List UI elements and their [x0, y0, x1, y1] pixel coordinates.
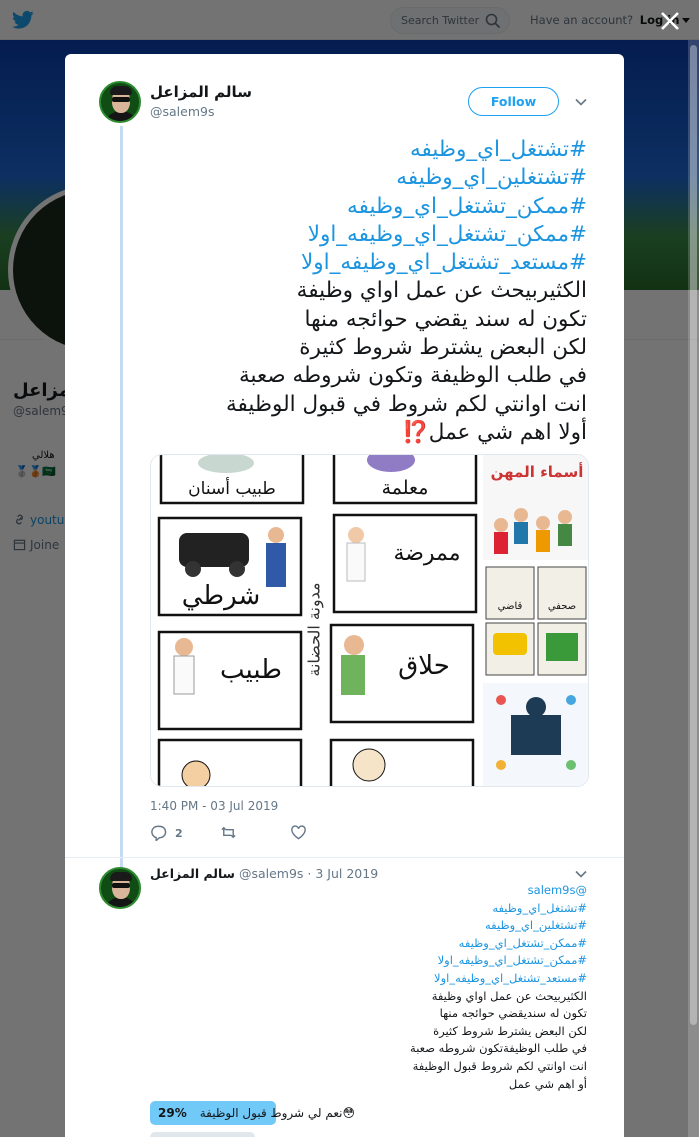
thread-connector-line: [120, 126, 123, 902]
tweet-line: الكثيربيحث عن عمل اواي وظيفة: [296, 278, 587, 304]
tweet-line: انت اوانتي لكم شروط في قبول الوظيفة: [226, 391, 587, 417]
tweet-divider: [65, 857, 624, 858]
hashtag-link[interactable]: #مستعد_تشتغل_اي_وظيفه_اولا: [434, 970, 587, 985]
tweet-text: [155, 136, 587, 447]
poll-option-next: [150, 1132, 255, 1137]
reply-line: في طلب الوظيفةتكون شروطه صعبة: [410, 1041, 587, 1056]
heart-icon[interactable]: [290, 824, 307, 841]
hashtag-link[interactable]: #ممكن_تشتغل_اي_وظيفه: [347, 193, 587, 219]
author-handle[interactable]: @salem9s: [150, 104, 215, 119]
reply-author-name[interactable]: سالم المزاعل: [150, 866, 235, 881]
tweet-line: في طلب الوظيفة وتكون شروطه صعبة: [238, 363, 587, 389]
reply-line: الكثيربيحث عن عمل اواي وظيفة: [431, 988, 587, 1003]
media-collage-title: أسماء المهن: [490, 463, 584, 481]
exclamation-question-icon: ⁉️: [402, 419, 429, 445]
tweet-modal: [65, 54, 624, 1137]
like-action[interactable]: [290, 824, 307, 842]
tweet-line: لكن البعض يشترط شروط كثيرة: [299, 335, 587, 361]
reply-author-handle[interactable]: @salem9s: [238, 866, 304, 881]
tweet-line: [155, 419, 587, 447]
poll-option: [150, 1101, 400, 1125]
tweet-last-line: أولا اهم شي عمل: [428, 419, 587, 445]
scrollbar-thumb[interactable]: [690, 45, 697, 1025]
mention-link[interactable]: @salem9s: [527, 883, 587, 897]
hashtag-link[interactable]: #ممكن_تشتغل_اي_وظيفه: [458, 935, 587, 950]
hashtag-link[interactable]: #مستعد_تشتغل_اي_وظيفه_اولا: [301, 250, 587, 276]
reply-text: [265, 882, 587, 1093]
hashtag-link[interactable]: #ممكن_تشتغل_اي_وظيفه_اولا: [437, 953, 587, 968]
hashtag-link[interactable]: #تشتغلين_اي_وظيفه: [484, 918, 587, 933]
reply-line: أو اهم شي عمل: [508, 1076, 587, 1091]
tweet-timestamp[interactable]: 1:40 PM - 03 Jul 2019: [150, 799, 279, 813]
reply-line: لكن البعض يشترط شروط كثيرة: [433, 1023, 587, 1038]
media-collage-label-journalist: صحفي: [547, 601, 577, 612]
chevron-down-icon[interactable]: [575, 870, 587, 878]
hashtag-link[interactable]: #تشتغل_اي_وظيفه: [409, 137, 587, 162]
author-name[interactable]: سالم المزاعل: [150, 83, 252, 101]
author-avatar[interactable]: [99, 81, 141, 123]
chevron-down-icon[interactable]: [575, 98, 587, 106]
media-label-doctor: طبيب: [220, 655, 282, 685]
reply-icon[interactable]: [150, 824, 167, 841]
media-collage-label-judge: قاضي: [497, 601, 523, 612]
media-label-dentist: طبيب أسنان: [188, 479, 276, 499]
hashtag-link[interactable]: #تشتغلين_اي_وظيفه: [396, 165, 587, 191]
close-icon[interactable]: [657, 8, 683, 34]
poll-option-label: 😳نعم لي شروط قبول الوظيفة: [199, 1106, 355, 1120]
reply-line: تكون له سنديقضي حوائجه منها: [439, 1006, 587, 1021]
reply-action[interactable]: [150, 824, 183, 842]
media-label-barber: حلاق: [398, 651, 450, 681]
modal-overlay-top: [0, 0, 699, 40]
poll-percent: 29%: [158, 1106, 187, 1120]
reply-line: انت اوانتي لكم شروط قبول الوظيفة: [412, 1058, 587, 1073]
professions-image: [151, 455, 589, 787]
hashtag-link[interactable]: #تشتغل_اي_وظيفه: [492, 900, 587, 915]
follow-button[interactable]: Follow: [468, 87, 559, 116]
media-vertical-title: مدونة الحضانة: [304, 582, 324, 677]
tweet-line: تكون له سند يقضي حوائجه منها: [304, 306, 587, 332]
media-label-police: شرطي: [181, 581, 261, 611]
reply-header: [150, 866, 378, 881]
reply-count: 2: [175, 827, 183, 840]
tweet-image[interactable]: [150, 454, 589, 787]
retweet-icon[interactable]: [220, 824, 237, 841]
retweet-action[interactable]: [220, 824, 237, 842]
hashtag-link[interactable]: #ممكن_تشتغل_اي_وظيفه_اولا: [307, 221, 587, 247]
media-label-teacher: معلمة: [381, 477, 429, 499]
media-label-nurse: ممرضة: [393, 541, 461, 566]
reply-date[interactable]: · 3 Jul 2019: [307, 866, 379, 881]
reply-author-avatar[interactable]: [99, 867, 141, 909]
